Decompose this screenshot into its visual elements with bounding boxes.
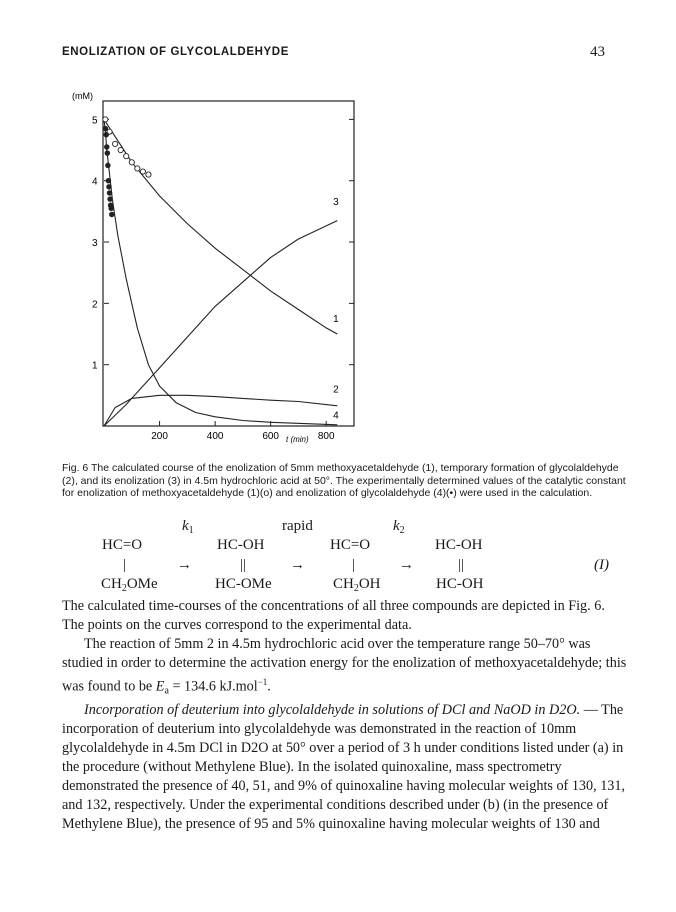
glycolaldehyde-point-7 — [107, 191, 112, 196]
arrow-3: → — [399, 557, 414, 573]
paragraph-3: Incorporation of deuterium into glycolaldehyde in solutions of DCl and NaOD in D2O. — The incorporation of deuterium into glycolaldehyde was demonstrated in the reaction of 10mm glycolaldehyde in 4.5m DCl in D2O at 50° over a period of 3 h under conditions listed under (a) in the procedure (without Methylene Blue). In the isolated quinoxaline, mass spectrometry demonstrated the presence of 40, 51, and 9% of quinoxaline having molecular weights of 130, 131, and 132, respectively. Under the experimental conditions described under (b) (in the presence of Methylene Blue), the presence of 95 and 5% quinoxaline having molecular weights of 130 and — [62, 701, 626, 832]
x-tick-label-400: 400 — [206, 431, 224, 442]
equation-number: (I) — [594, 557, 609, 573]
curves — [104, 119, 337, 426]
methoxyacetaldehyde-point-6 — [135, 166, 140, 171]
body-text — [62, 597, 630, 834]
methoxyacetaldehyde-point-4 — [124, 154, 129, 159]
scheme-k2: $k_2$ — [393, 518, 405, 536]
page-number: 43 — [590, 44, 605, 60]
paragraph-2: The reaction of 5mm 2 in 4.5m hydrochloric acid over the temperature range 50–70° was studied in order to determine the activation energy for the enolization of methoxyacetaldehyde; this was found to be $E_a = 134.6$ kJ.mol$^{-1}$. — [62, 636, 627, 697]
curve-2 — [104, 119, 337, 424]
curve-labels — [333, 197, 339, 421]
scheme-k1: $k_1$ — [182, 518, 194, 536]
species-2-top: HC-OH — [217, 537, 265, 553]
glycolaldehyde-point-4 — [106, 163, 111, 168]
y-tick-label-1: 1 — [92, 360, 98, 372]
y-tick-label-2: 2 — [92, 299, 98, 311]
glycolaldehyde-point-8 — [108, 197, 113, 202]
species-4-top: HC-OH — [435, 537, 483, 553]
x-unit-label: t (min) — [286, 435, 309, 444]
x-tick-label-200: 200 — [151, 431, 168, 442]
species-1-bond: | — [123, 557, 127, 573]
species-3-bond: | — [352, 557, 356, 573]
curve-label-4: 4 — [333, 410, 339, 422]
curve-3 — [104, 221, 337, 426]
methoxyacetaldehyde-point-5 — [129, 160, 134, 165]
methoxyacetaldehyde-point-0 — [103, 117, 108, 122]
caption-text: The calculated course of the enolization of 5mm methoxyacetaldehyde (1), temporary formation of glycolaldehyde (2), and its enolization (3) in 4.5m hydrochloric acid at 50°. The experimentally determined values of the catalytic constant for enolization of methoxyacetaldehyde (1)(o) and enolization of glycolaldehyde (4)(•) were used in the calculation. — [62, 462, 626, 499]
x-tick-label-600: 600 — [262, 431, 280, 442]
methoxyacetaldehyde-point-8 — [146, 172, 151, 177]
species-3-top: HC=O — [330, 537, 371, 553]
glycolaldehyde-point-3 — [105, 151, 110, 156]
y-unit-label: (mM) — [72, 91, 93, 101]
methoxyacetaldehyde-point-3 — [118, 147, 123, 152]
species-2-bond: || — [240, 557, 247, 573]
species-4-bottom: HC-OH — [436, 576, 484, 592]
arrow-2: → — [290, 557, 305, 573]
curve-label-1: 1 — [333, 313, 339, 325]
scheme-rapid: rapid — [282, 518, 313, 534]
glycolaldehyde-point-2 — [104, 145, 109, 150]
curve-label-2: 2 — [333, 384, 339, 396]
curve-label-3: 3 — [333, 197, 339, 209]
species-1-bottom: $CH_2OMe$ — [101, 576, 158, 594]
arrow-1: → — [177, 557, 192, 573]
glycolaldehyde-point-6 — [107, 185, 112, 190]
figure-caption — [62, 462, 632, 500]
caption-label: Fig. 6 — [62, 462, 89, 474]
running-header: ENOLIZATION OF GLYCOLALDEHYDE — [62, 46, 289, 58]
y-tick-label-3: 3 — [92, 238, 98, 250]
x-tick-label-800: 800 — [317, 431, 335, 442]
glycolaldehyde-point-5 — [106, 178, 111, 183]
glycolaldehyde-point-10 — [109, 206, 114, 211]
species-4-bond: || — [458, 557, 465, 573]
species-2-bottom: HC-OMe — [215, 576, 272, 592]
data-points — [103, 117, 151, 217]
plot-frame — [103, 101, 354, 426]
glycolaldehyde-point-1 — [104, 132, 109, 137]
section-heading: Incorporation of deuterium into glycolaldehyde in solutions of DCl and NaOD in D2O. — [84, 701, 581, 718]
curve-4 — [104, 395, 337, 426]
methoxyacetaldehyde-point-7 — [140, 169, 145, 174]
y-tick-label-4: 4 — [92, 176, 98, 188]
glycolaldehyde-point-11 — [109, 212, 114, 217]
paragraph-1: The calculated time-courses of the concentrations of all three compounds are depicted in Fig. 6. The points on the curves correspond to the experimental data. — [62, 598, 605, 633]
species-1-top: HC=O — [102, 537, 143, 553]
y-tick-label-5: 5 — [92, 115, 98, 127]
glycolaldehyde-point-0 — [103, 126, 108, 131]
methoxyacetaldehyde-point-2 — [113, 141, 118, 146]
species-3-bottom: $CH_2OH$ — [333, 576, 381, 594]
